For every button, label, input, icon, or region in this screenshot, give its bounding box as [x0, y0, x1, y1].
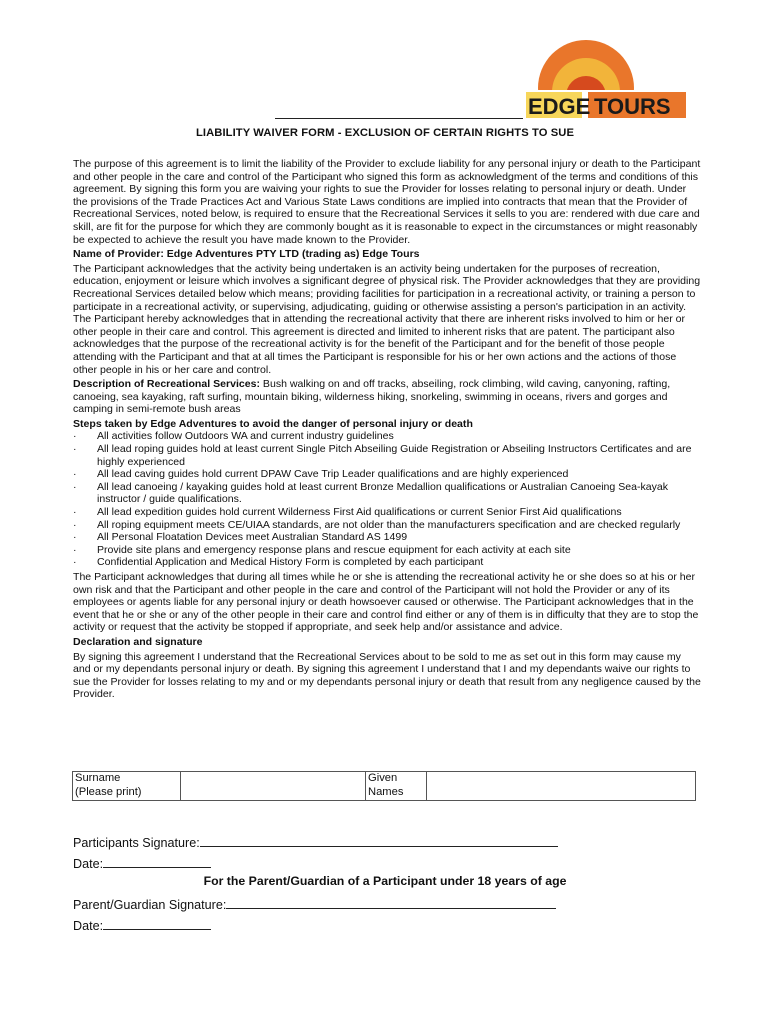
- declaration-heading: Declaration and signature: [73, 635, 203, 648]
- step-text: Provide site plans and emergency response plans and rescue equipment for each activity at each site: [97, 543, 571, 556]
- participant-signature-line[interactable]: [200, 834, 558, 847]
- bullet-icon: ·: [73, 556, 77, 569]
- participant-signature-row: [73, 834, 558, 850]
- participant-name-table: [72, 771, 696, 801]
- bullet-icon: ·: [73, 518, 77, 531]
- list-item: [73, 556, 701, 569]
- bullet-icon: ·: [73, 531, 77, 544]
- step-text: All lead canoeing / kayaking guides hold at least current Bronze Medallion qualifications or Australian Canoeing Sea-kayak instructor / guide qualifications.: [97, 480, 669, 506]
- logo-text-tours: TOURS: [594, 94, 671, 119]
- participant-signature-label: Participants Signature:: [73, 836, 200, 850]
- steps-heading: Steps taken by Edge Adventures to avoid the danger of personal injury or death: [73, 417, 473, 430]
- given-names-label-cell: [366, 772, 427, 801]
- participant-date-row: [73, 855, 211, 871]
- surname-label: Surname: [75, 772, 121, 784]
- surname-hint: (Please print): [75, 785, 142, 798]
- step-text: All Personal Floatation Devices meet Australian Standard AS 1499: [97, 531, 408, 544]
- logo-graphic: [520, 40, 690, 128]
- list-item: [73, 443, 701, 468]
- given-names-field[interactable]: [427, 772, 696, 801]
- bullet-icon: ·: [73, 506, 77, 519]
- guardian-signature-row: [73, 896, 556, 912]
- list-item: [73, 531, 701, 544]
- step-text: All activities follow Outdoors WA and current industry guidelines: [97, 430, 394, 443]
- surname-label-cell: [73, 772, 181, 801]
- declaration-paragraph: By signing this agreement I understand that the Recreational Services about to be sold to me as set out in this form may cause my and or my dependants personal injury or death. By signing this agreement I understand that I and my dependants waive our rights to sue the Provider for losses relating to my and or my dependants personal injury or death that result from any negligence caused by the Provider.: [73, 650, 701, 701]
- description-text: Bush walking on and off tracks, abseiling, rock climbing, wild caving, canyoning, rafting, canoeing, sea kayaking, raft surfing, mountain biking, wilderness hiking, snorkeling, swimming in oceans, rivers and gorges and camping in semi-remote bush areas: [73, 378, 671, 416]
- title-rule: [275, 118, 523, 119]
- waiver-body: [73, 158, 701, 701]
- provider-name: Name of Provider: Edge Adventures PTY LTD (trading as) Edge Tours: [73, 248, 420, 261]
- description-label: Description of Recreational Services:: [73, 378, 260, 391]
- logo-text-edge: EDGE: [528, 94, 591, 119]
- names-label: Names: [368, 785, 404, 798]
- page-title: LIABILITY WAIVER FORM - EXCLUSION OF CERTAIN RIGHTS TO SUE: [195, 127, 575, 139]
- intro-paragraph: The purpose of this agreement is to limit the liability of the Provider to exclude liability for any personal injury or death to the Participant and other people in the care and control of the Participant who signed this form as acknowledgment of the terms and conditions of this agreement. By signing this form you are waiving your rights to sue the Provider for losses relating to personal injury or death. Under the provisions of the Trade Practices Act and Various State Laws conditions are implied into contracts that mean that the Provider of Recreational Services, noted below, is required to ensure that the Recreational Services it sells to you are: rendered with due care and skill, are fit for the purpose for which they are commonly bought as it is reasonable to expect in the circumstances or might reasonably be expected to achieve the result you have made known to the Provider.: [73, 158, 701, 246]
- surname-field[interactable]: [181, 772, 366, 801]
- list-item: [73, 481, 701, 506]
- guardian-date-label: Date:: [73, 919, 104, 933]
- step-text: All lead expedition guides hold current Wilderness First Aid qualifications or current Senior First Aid qualifications: [97, 506, 622, 519]
- list-item: [73, 544, 701, 557]
- edge-tours-logo: [520, 40, 690, 128]
- guardian-date-row: [73, 917, 211, 933]
- bullet-icon: ·: [73, 468, 77, 481]
- list-item: [73, 430, 701, 443]
- guardian-heading: For the Parent/Guardian of a Participant under 18 years of age: [203, 874, 567, 888]
- step-text: All lead roping guides hold at least current Single Pitch Abseiling Guide Registration or Abseiling Instructors Certificates and are highly experienced: [97, 443, 692, 468]
- steps-list: [73, 430, 701, 569]
- participant-date-line[interactable]: [103, 855, 211, 868]
- list-item: [73, 468, 701, 481]
- bullet-icon: ·: [73, 543, 77, 556]
- list-item: [73, 506, 701, 519]
- bullet-icon: ·: [73, 430, 77, 443]
- guardian-signature-label: Parent/Guardian Signature:: [73, 898, 227, 912]
- description-paragraph: [73, 378, 701, 416]
- participant-date-label: Date:: [73, 857, 104, 871]
- list-item: [73, 519, 701, 532]
- bullet-icon: ·: [73, 443, 77, 456]
- guardian-date-line[interactable]: [103, 917, 211, 930]
- bullet-icon: ·: [73, 480, 77, 493]
- step-text: All roping equipment meets CE/UIAA standards, are not older than the manufacturers specification and are checked regularly: [97, 518, 681, 531]
- step-text: Confidential Application and Medical History Form is completed by each participant: [97, 556, 484, 569]
- acknowledgement-own-risk: The Participant acknowledges that during all times while he or she is attending the recreational activity he or she does so at his or her own risk and that the Participant and other people in the care and control of the Participant will not hold the Provider or any of its employees or agents liable for any personal injury or death howsoever caused or otherwise. The Participant acknowledges that in the event that he or she or any of the other people in their care and control find either or any of them is in difficulty that they are to stop the activity or request that the activity be stopped if appropriate, and seek help and/or assistance and advice.: [73, 571, 699, 634]
- acknowledgement-risk: The Participant acknowledges that the activity being undertaken is an activity being undertaken for the purposes of recreation, education, enjoyment or leisure which involves a significant degree of physical risk. The Provider acknowledges that they are providing Recreational Services detailed below which means; providing facilities for participation in a recreational activity, or training a person to participate in a recreational activity, or supervising, adjudicating, guiding or otherwise assisting a person's participation in an activity.: [73, 262, 701, 313]
- step-text: All lead caving guides hold current DPAW Cave Trip Leader qualifications and are highly experienced: [97, 468, 569, 481]
- acknowledgement-inherent-risk: The Participant hereby acknowledges that in attending the recreational activity that there are inherent risks involved to him or her or other people in their care and control. This agreement is directed and limited to inherent risks that are patent. The participant also acknowledges that the purpose of the recreational activity is for the benefit of the Participant and for the benefit of those people attending with the Participant and that at all times the Participant is responsible for his or her own actions and the actions of those other people in his or her care and control.: [73, 313, 686, 376]
- given-label: Given: [368, 772, 398, 784]
- guardian-signature-line[interactable]: [226, 896, 556, 909]
